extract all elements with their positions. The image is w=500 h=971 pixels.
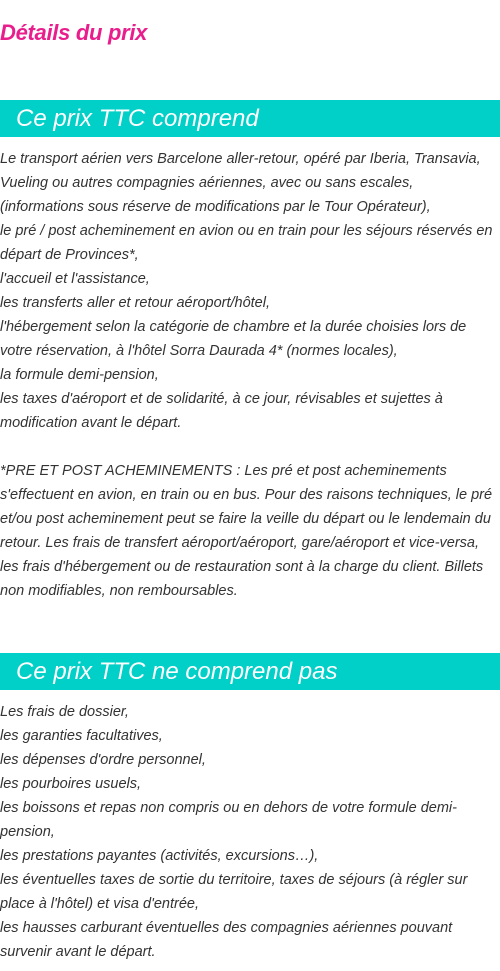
- list-item: les hausses carburant éventuelles des compagnies aériennes pouvant survenir avant le départ.: [0, 920, 453, 960]
- list-item: l'accueil et l'assistance,: [0, 271, 150, 287]
- list-item: Le transport aérien vers Barcelone aller-retour, opéré par Iberia, Transavia, Vueling ou autres compagnies aériennes, avec ou sans escales, (informations sous réserve de modifications par le Tour Opérateur),: [0, 151, 481, 215]
- list-item: les éventuelles taxes de sortie du territoire, taxes de séjours (à régler sur place à l'hôtel) et visa d'entrée,: [0, 872, 468, 912]
- list-item: les transferts aller et retour aéroport/hôtel,: [0, 295, 270, 311]
- list-item: les pourboires usuels,: [0, 776, 142, 792]
- excludes-list: [0, 700, 500, 964]
- spacer: [0, 435, 500, 459]
- page-title: Détails du prix: [0, 20, 148, 45]
- list-item: le pré / post acheminement en avion ou en train pour les séjours réservés en départ de Provinces*,: [0, 223, 493, 263]
- section-header-includes: Ce prix TTC comprend: [0, 100, 500, 137]
- acheminement-note: *PRE ET POST ACHEMINEMENTS : Les pré et post acheminements s'effectuent en avion, en train ou en bus. Pour des raisons techniques, le pré et/ou post acheminement peut se faire la veille du départ ou le lendemain du retour. Les frais de transfert aéroport/aéroport, gare/aéroport et vice-versa, les frais d'hébergement ou de restauration sont à la charge du client. Billets non modifiables, non remboursables.: [0, 463, 493, 599]
- list-item: les taxes d'aéroport et de solidarité, à ce jour, révisables et sujettes à modification avant le départ.: [0, 391, 443, 431]
- list-item: les boissons et repas non compris ou en dehors de votre formule demi-pension,: [0, 800, 457, 840]
- section-header-excludes: Ce prix TTC ne comprend pas: [0, 653, 500, 690]
- list-item: les garanties facultatives,: [0, 728, 163, 744]
- list-item: l'hébergement selon la catégorie de chambre et la durée choisies lors de votre réservation, à l'hôtel Sorra Daurada 4* (normes locales),: [0, 319, 467, 359]
- list-item: les prestations payantes (activités, excursions…),: [0, 848, 319, 864]
- list-item: les dépenses d'ordre personnel,: [0, 752, 206, 768]
- includes-list: [0, 147, 500, 603]
- list-item: la formule demi-pension,: [0, 367, 159, 383]
- list-item: Les frais de dossier,: [0, 704, 129, 720]
